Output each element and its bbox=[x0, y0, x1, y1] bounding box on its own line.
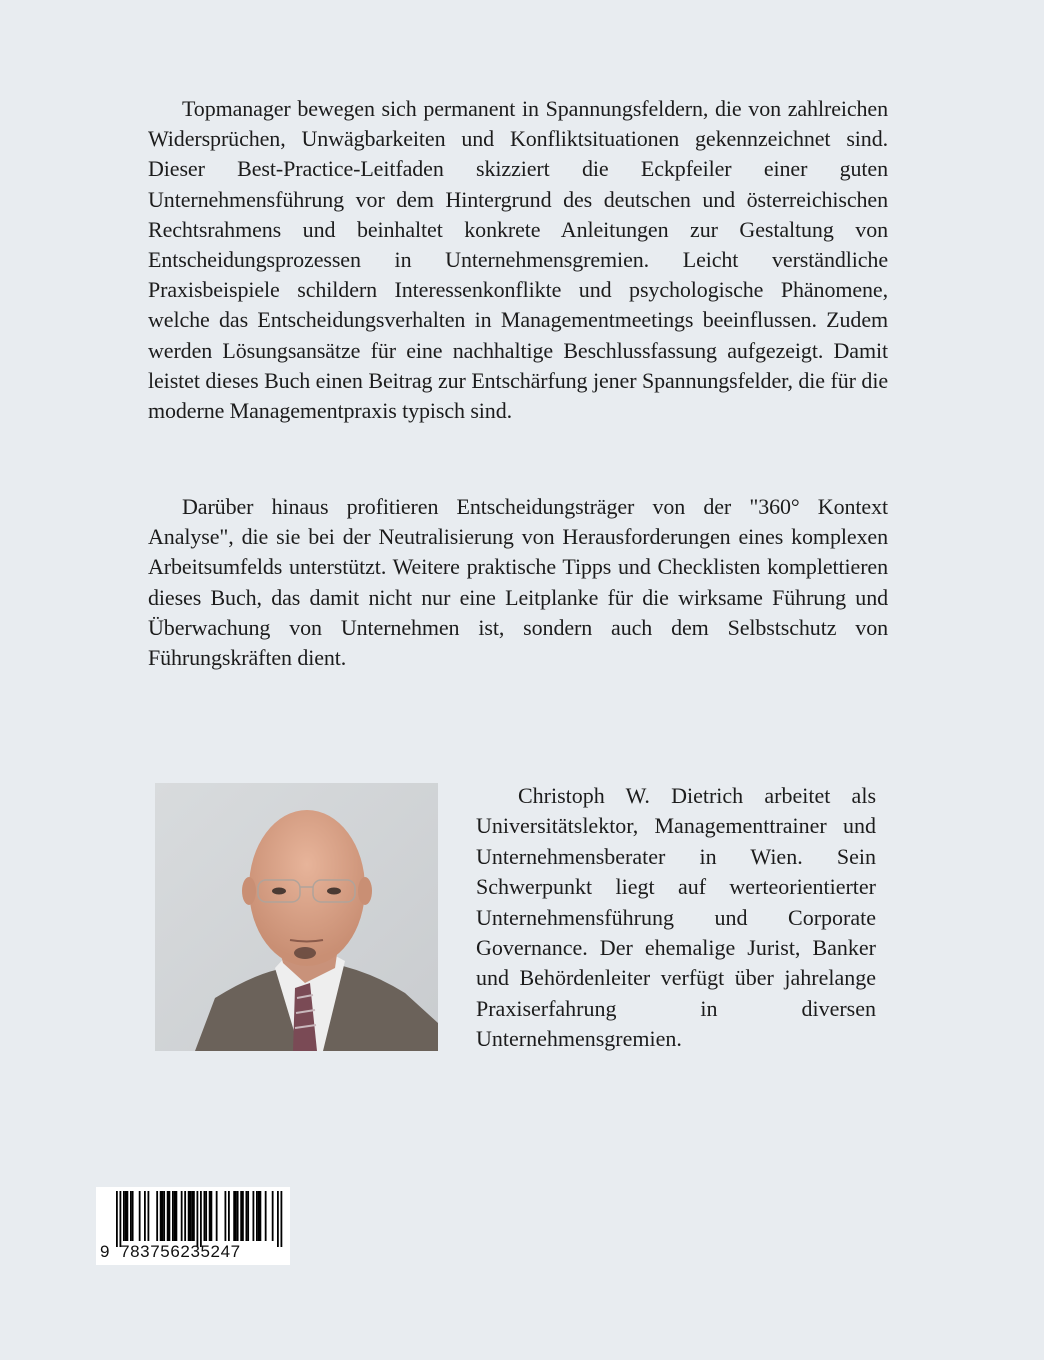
barcode-bar bbox=[246, 1191, 248, 1241]
barcode-bar bbox=[247, 1191, 249, 1241]
barcode-bar bbox=[277, 1191, 279, 1247]
barcode-bar bbox=[162, 1191, 164, 1241]
barcode-bar bbox=[144, 1191, 146, 1241]
isbn-digits: 783756235247 bbox=[120, 1242, 241, 1261]
barcode-bar bbox=[258, 1191, 260, 1241]
barcode-bar bbox=[228, 1191, 230, 1241]
barcode-bar bbox=[132, 1191, 134, 1241]
barcode-bar bbox=[156, 1191, 158, 1241]
barcode-bar bbox=[191, 1191, 193, 1241]
barcode-bar bbox=[160, 1191, 162, 1241]
barcode-bar bbox=[172, 1191, 174, 1241]
barcode-bar bbox=[188, 1191, 190, 1241]
blurb-paragraph-2: Darüber hinaus profitieren Entscheidungsträger von der "360° Kontext Analyse", die sie bei der Neutralisierung von Herausforderungen eines komplexen Arbeitsumfelds unterstützt. Weitere praktische Tipps und Checklisten komplettieren dieses Buch, das damit nicht nur eine Leitplanke für die wirksame Führung und Überwachung von Unternehmen ist, sondern auch dem Selbstschutz von Führungskräften dient. bbox=[148, 494, 888, 671]
barcode-bar bbox=[272, 1191, 274, 1241]
barcode-bar bbox=[242, 1191, 244, 1241]
isbn-barcode bbox=[96, 1187, 290, 1265]
barcode-icon bbox=[96, 1191, 290, 1247]
barcode-bar bbox=[209, 1191, 211, 1241]
barcode-bar bbox=[216, 1191, 218, 1241]
author-portrait-icon bbox=[155, 783, 438, 1051]
barcode-bar bbox=[120, 1191, 122, 1247]
barcode-bar bbox=[181, 1191, 183, 1241]
isbn-number bbox=[100, 1242, 241, 1262]
barcode-bar bbox=[139, 1191, 141, 1241]
barcode-bar bbox=[233, 1191, 235, 1241]
barcode-bar bbox=[200, 1191, 202, 1247]
author-photo bbox=[155, 783, 438, 1051]
barcode-bar bbox=[184, 1191, 186, 1241]
barcode-bar bbox=[260, 1191, 262, 1241]
barcode-bar bbox=[235, 1191, 237, 1241]
barcode-bar bbox=[204, 1191, 206, 1241]
barcode-bar bbox=[116, 1191, 118, 1247]
barcode-bar bbox=[253, 1191, 255, 1241]
barcode-bar bbox=[240, 1191, 242, 1241]
barcode-bar bbox=[256, 1191, 258, 1241]
barcode-bar bbox=[193, 1191, 195, 1241]
barcode-bar bbox=[167, 1191, 169, 1241]
barcode-bar bbox=[176, 1191, 178, 1241]
barcode-bar bbox=[127, 1191, 129, 1241]
barcode-bar bbox=[190, 1191, 192, 1241]
barcode-bar bbox=[237, 1191, 239, 1241]
barcode-bar bbox=[125, 1191, 127, 1241]
author-bio: Christoph W. Dietrich arbeitet als Universitätslektor, Managementtrainer und Unternehmensberater in Wien. Sein Schwerpunkt liegt auf werteorientierter Unternehmensführung und Corporate Governance. Der ehemalige Jurist, Banker und Behördenleiter verfügt über jahrelange Praxiserfahrung in diversen Unternehmensgremien. bbox=[476, 783, 876, 1052]
barcode-bar bbox=[163, 1191, 165, 1241]
barcode-bar bbox=[123, 1191, 125, 1241]
barcode-bar bbox=[169, 1191, 171, 1241]
barcode-bar bbox=[197, 1191, 199, 1247]
barcode-bar bbox=[174, 1191, 176, 1241]
blurb-paragraph-1: Topmanager bewegen sich permanent in Spannungsfeldern, die von zahlreichen Widersprüchen, Unwägbarkeiten und Konfliktsituationen gekennzeichnet sind. Dieser Best-Practice-Leitfaden skizziert die Eckpfeiler einer guten Unternehmensführung vor dem Hintergrund des deutschen und österreichischen Rechtsrahmens und beinhaltet konkrete Anleitungen zur Gestaltung von Entscheidungsprozessen in Unternehmensgremien. Leicht verständliche Praxisbeispiele schildern Interessenkonflikte und psychologische Phänomene, welche das Entscheidungsverhalten in Managementmeetings beeinflussen. Zudem werden Lösungsansätze für eine nachhaltige Beschlussfassung aufgezeigt. Damit leistet dieses Buch einen Beitrag zur Entschärfung jener Spannungsfelder, die für die moderne Managementpraxis typisch sind. bbox=[148, 96, 888, 424]
barcode-bar bbox=[148, 1191, 150, 1241]
isbn-lead-digit: 9 bbox=[100, 1242, 111, 1261]
barcode-bar bbox=[265, 1191, 267, 1241]
barcode-bar bbox=[205, 1191, 207, 1241]
barcode-bar bbox=[225, 1191, 227, 1241]
barcode-bar bbox=[211, 1191, 213, 1241]
barcode-bar bbox=[130, 1191, 132, 1241]
barcode-bar bbox=[281, 1191, 283, 1247]
